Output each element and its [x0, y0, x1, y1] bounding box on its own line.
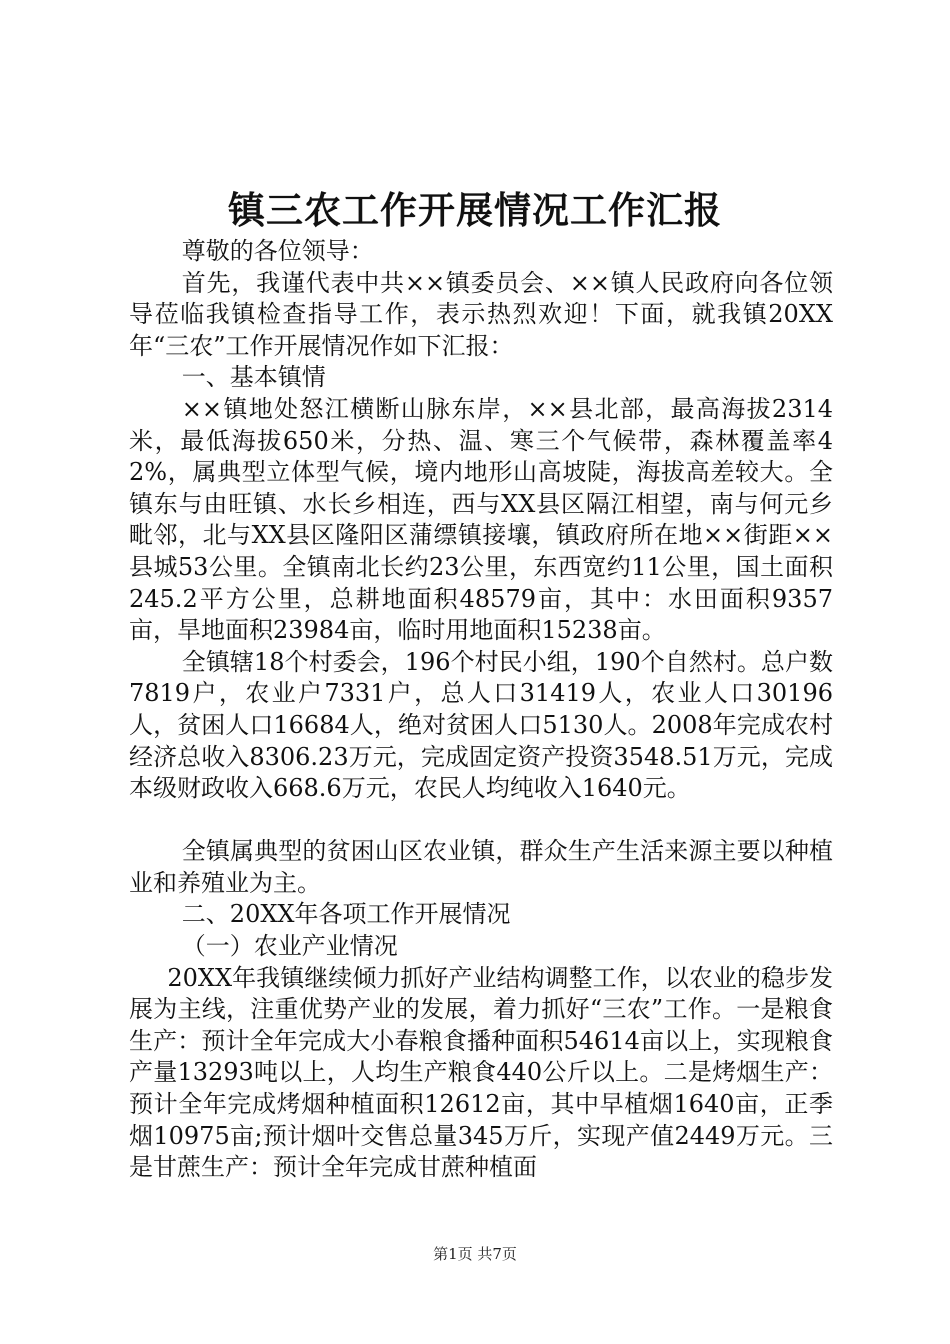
- salutation-paragraph: 尊敬的各位领导：: [181, 237, 374, 265]
- section-heading-work-progress: 二、20XX年各项工作开展情况: [181, 900, 511, 929]
- economy-summary-paragraph: 全镇属典型的贫困山区农业镇，群众生产生活来源主要以种植业和养殖业为主。: [129, 837, 833, 897]
- agriculture-paragraph: 20XX年我镇继续倾力抓好产业结构调整工作，以农业的稳步发展为主线，注重优势产业的发展，着力抓好“三农”工作。一是粮食生产：预计全年完成大小春粮食播种面积54614亩以上，实现粮食产量13293吨以上，人均生产粮食440公斤以上。二是烤烟生产：预计全年完成烤烟种植面积12612亩，其中早植烟1640亩，正季烟10975亩;预计烟叶交售总量345万斤，实现产值2449万元。三是甘蔗生产：预计全年完成甘蔗种植面: [129, 963, 833, 1182]
- subsection-heading-agriculture: （一）农业产业情况: [181, 932, 398, 961]
- page-number-footer: 第1页 共7页: [433, 1245, 517, 1263]
- section-heading-basic-info: 一、基本镇情: [181, 363, 326, 392]
- paragraph-gap: [129, 805, 833, 837]
- document-body: [129, 236, 833, 1184]
- document-title: 镇三农工作开展情况工作汇报: [228, 188, 722, 232]
- geography-paragraph: ××镇地处怒江横断山脉东岸，××县北部，最高海拔2314米，最低海拔650米，分热、温、寒三个气候带，森林覆盖率42%，属典型立体型气候，境内地形山高坡陡，海拔高差较大。全镇东与由旺镇、水长乡相连，西与XX县区隔江相望，南与何元乡毗邻，北与XX县区隆阳区蒲缥镇接壤，镇政府所在地××街距××县城53公里。全镇南北长约23公里，东西宽约11公里，国土面积245.2平方公里，总耕地面积48579亩，其中：水田面积9357亩，旱地面积23984亩，临时用地面积15238亩。: [129, 394, 833, 645]
- intro-paragraph: 首先，我谨代表中共××镇委员会、××镇人民政府向各位领导莅临我镇检查指导工作，表示热烈欢迎！下面，就我镇20XX年“三农”工作开展情况作如下汇报：: [129, 268, 833, 360]
- population-paragraph: 全镇辖18个村委会，196个村民小组，190个自然村。总户数7819户，农业户7331户，总人口31419人，农业人口30196人，贫困人口16684人，绝对贫困人口5130人。2008年完成农村经济总收入8306.23万元，完成固定资产投资3548.51万元，完成本级财政收入668.6万元，农民人均纯收入1640元。: [129, 647, 833, 803]
